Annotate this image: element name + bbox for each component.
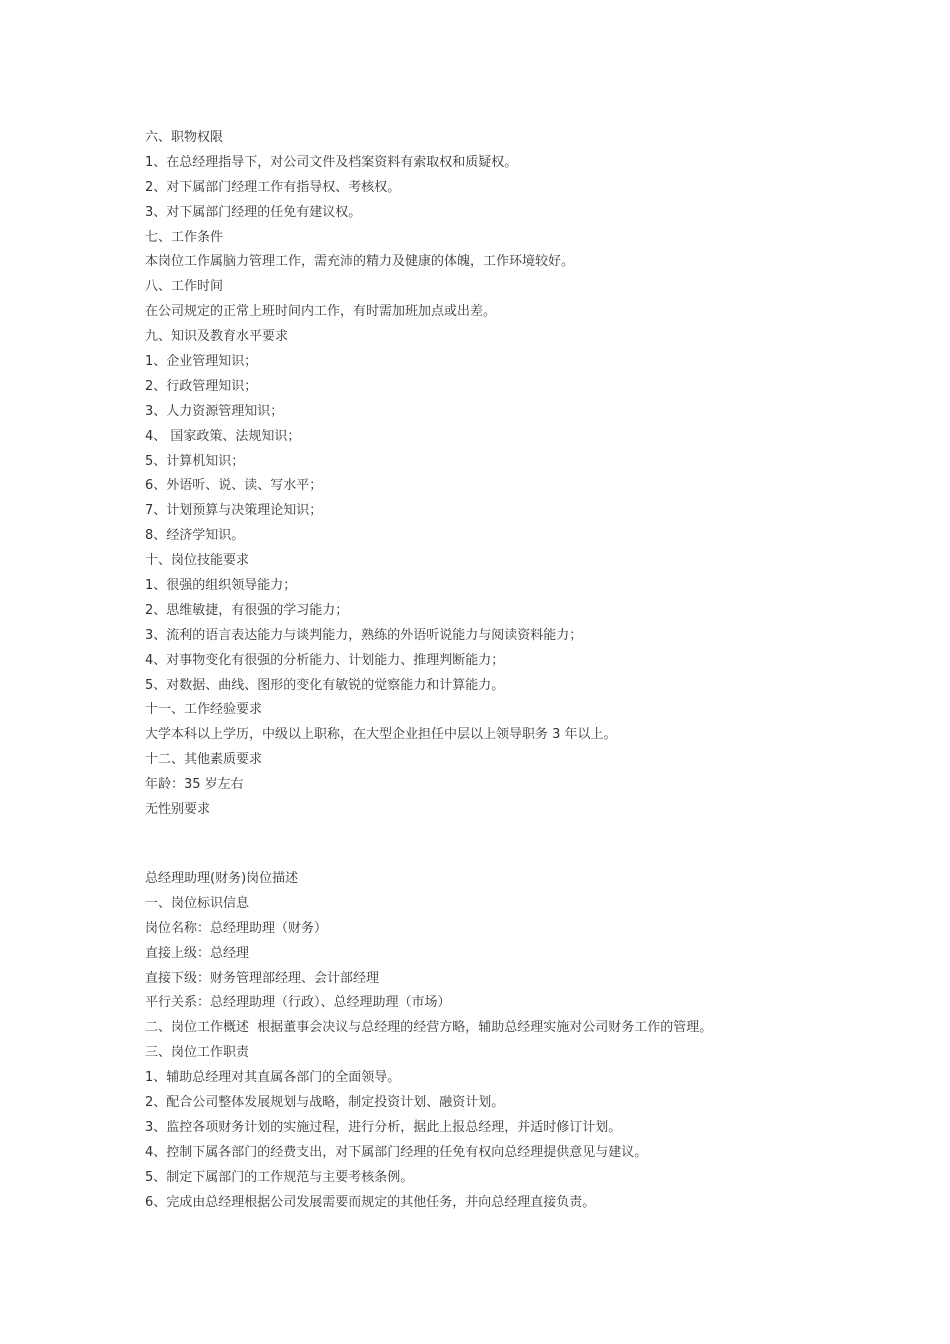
- text-line: 4、控制下属各部门的经费支出，对下属部门经理的任免有权向总经理提供意见与建议。: [145, 1144, 648, 1160]
- text-line: 7、计划预算与决策理论知识；: [145, 503, 323, 519]
- text-line: 2、行政管理知识；: [145, 378, 258, 394]
- text-line: 2、配合公司整体发展规划与战略，制定投资计划、融资计划。: [145, 1094, 505, 1110]
- text-line: 3、流利的语言表达能力与谈判能力，熟练的外语听说能力与阅读资料能力；: [145, 627, 583, 643]
- text-line: 6、完成由总经理根据公司发展需要而规定的其他任务，并向总经理直接负责。: [145, 1194, 596, 1210]
- text-line: 平行关系：总经理助理（行政）、总经理助理（市场）: [145, 995, 451, 1011]
- text-line: 5、制定下属部门的工作规范与主要考核条例。: [145, 1169, 414, 1185]
- text-line: 直接下级：财务管理部经理、会计部经理: [145, 970, 380, 986]
- text-line: 5、计算机知识；: [145, 453, 245, 469]
- text-line: 本岗位工作属脑力管理工作，需充沛的精力及健康的体魄，工作环境较好。: [145, 254, 575, 270]
- text-line: 8、经济学知识。: [145, 528, 245, 544]
- text-line: 1、在总经理指导下，对公司文件及档案资料有索取权和质疑权。: [145, 154, 518, 170]
- text-line: 6、外语听、说、读、写水平；: [145, 478, 323, 494]
- text-line: 2、思维敏捷，有很强的学习能力；: [145, 602, 349, 618]
- text-line: 3、人力资源管理知识；: [145, 403, 284, 419]
- text-line: 八、工作时间: [145, 279, 224, 295]
- text-line: 十二、其他素质要求: [145, 752, 263, 768]
- text-line: 4、 国家政策、法规知识；: [145, 428, 301, 444]
- text-line: 1、企业管理知识；: [145, 354, 258, 370]
- text-line: 九、知识及教育水平要求: [145, 329, 289, 345]
- document-body: [145, 126, 865, 1215]
- text-line: 三、岗位工作职责: [145, 1045, 250, 1061]
- text-line: 岗位名称：总经理助理（财务）: [145, 920, 328, 936]
- text-line: 直接上级：总经理: [145, 945, 250, 961]
- section-permissions-and-requirements: [145, 126, 865, 823]
- text-line: 十、岗位技能要求: [145, 553, 250, 569]
- text-line: 年龄：35 岁左右: [145, 777, 244, 793]
- text-line: 1、辅助总经理对其直属各部门的全面领导。: [145, 1070, 401, 1086]
- text-line: 十一、工作经验要求: [145, 702, 263, 718]
- text-line: 无性别要求: [145, 802, 211, 818]
- text-line: 大学本科以上学历，中级以上职称，在大型企业担任中层以上领导职务 3 年以上。: [145, 727, 617, 743]
- text-line: 2、对下属部门经理工作有指导权、考核权。: [145, 179, 401, 195]
- text-line: 七、工作条件: [145, 229, 224, 245]
- text-line: 二、岗位工作概述 根据董事会决议与总经理的经营方略，辅助总经理实施对公司财务工作的管理。: [145, 1020, 713, 1036]
- text-line: 4、对事物变化有很强的分析能力、计划能力、推理判断能力；: [145, 652, 505, 668]
- text-line: 5、对数据、曲线、图形的变化有敏锐的觉察能力和计算能力。: [145, 677, 505, 693]
- section-title: 总经理助理(财务)岗位描述: [145, 870, 299, 886]
- section-assistant-finance-description: [145, 867, 865, 1215]
- text-line: 六、职物权限: [145, 130, 224, 145]
- text-line: 3、对下属部门经理的任免有建议权。: [145, 204, 362, 220]
- section-spacer: [145, 823, 865, 867]
- text-line: 在公司规定的正常上班时间内工作，有时需加班加点或出差。: [145, 304, 497, 320]
- text-line: 1、很强的组织领导能力；: [145, 578, 297, 594]
- text-line: 一、岗位标识信息: [145, 895, 250, 911]
- text-line: 3、监控各项财务计划的实施过程，进行分析，据此上报总经理，并适时修订计划。: [145, 1119, 622, 1135]
